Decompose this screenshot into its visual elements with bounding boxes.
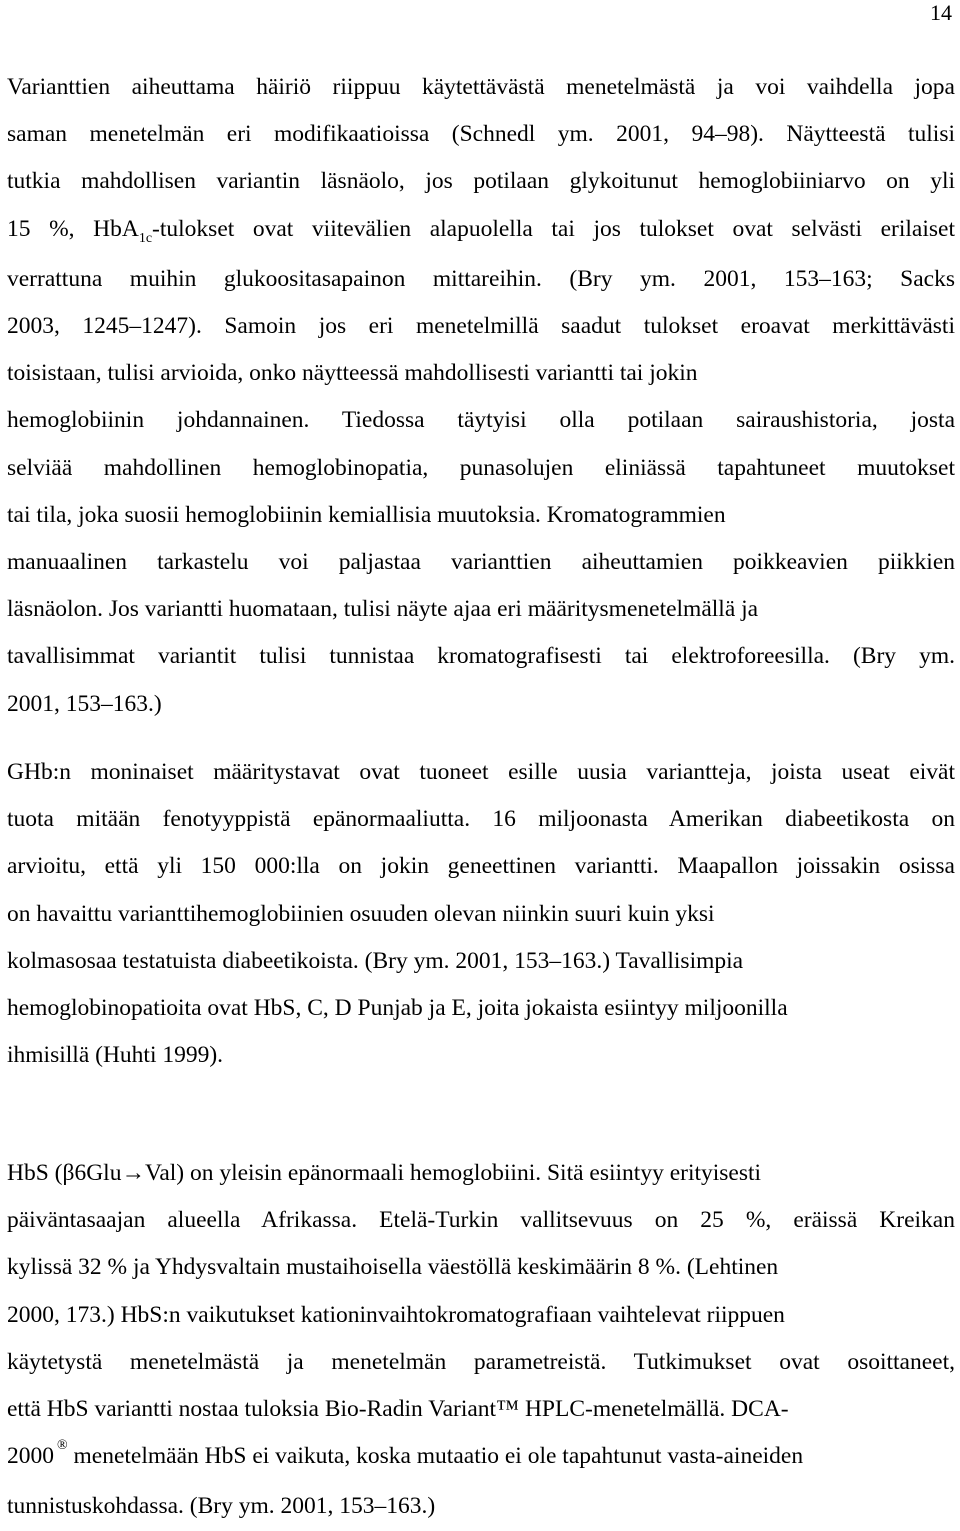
text-line: käytetystä menetelmästä ja menetelmän parametreistä. Tutkimukset ovat osoittaneet, <box>7 1348 955 1375</box>
text-line: päiväntasaajan alueella Afrikassa. Etelä-Turkin vallitsevuus on 25 %, eräissä Kreikan <box>7 1207 955 1234</box>
text-line: HbS (β6Glu→Val) on yleisin epänormaali hemoglobiini. Sitä esiintyy erityisesti <box>7 1160 762 1186</box>
text-line-dca2000 <box>7 1433 955 1483</box>
text-line: tuota mitään fenotyyppistä epänormaaliutta. 16 miljoonasta Amerikan diabeetikosta on <box>7 806 955 833</box>
text-line: 2001, 153–163.) <box>7 690 162 717</box>
text-line: kylissä 32 % ja Yhdysvaltain mustaihoisella väestöllä keskimäärin 8 %. (Lehtinen <box>7 1254 779 1281</box>
text-line: GHb:n moninaiset määritystavat ovat tuoneet esille uusia variantteja, joista useat eivät <box>7 759 955 785</box>
text-segment: 2000 <box>7 1443 54 1470</box>
text-line: 2003, 1245–1247). Samoin jos eri menetelmillä saadut tulokset eroavat merkittävästi <box>7 313 955 340</box>
text-line: verrattuna muihin glukoositasapainon mittareihin. (Bry ym. 2001, 153–163; Sacks <box>7 265 955 292</box>
text-line: tutkia mahdollisen variantin läsnäolo, jos potilaan glykoitunut hemoglobiiniarvo on yli <box>7 168 955 195</box>
text-line: hemoglobinopatioita ovat HbS, C, D Punjab ja E, joita jokaista esiintyy miljoonilla <box>7 995 788 1022</box>
registered-mark: ® <box>57 1438 68 1454</box>
text-line: manuaalinen tarkastelu voi paljastaa varianttien aiheuttamien poikkeavien piikkien <box>7 549 955 576</box>
text-line: kolmasosaa testatuista diabeetikoista. (Bry ym. 2001, 153–163.) Tavallisimpia <box>7 947 744 974</box>
text-segment: -tulokset ovat viitevälien alapuolella tai jos tulokset ovat selvästi erilaiset <box>152 215 955 242</box>
text-line: ihmisillä (Huhti 1999). <box>7 1042 224 1069</box>
text-line: tavallisimmat variantit tulisi tunnistaa kromatografisesti tai elektroforeesilla. (Bry ym. <box>7 643 955 670</box>
text-line: on havaittu varianttihemoglobiinien osuuden olevan niinkin suuri kuin yksi <box>7 900 715 927</box>
text-line: arvioitu, että yli 150 000:lla on jokin geneettinen variantti. Maapallon joissakin osissa <box>7 853 955 880</box>
paragraph-variant-interference <box>7 64 955 728</box>
text-line: läsnäolon. Jos variantti huomataan, tulisi näyte ajaa eri määritysmenetelmällä ja <box>7 596 759 623</box>
text-segment: menetelmään HbS ei vaikuta, koska mutaatio ei ole tapahtunut vasta-aineiden <box>67 1443 804 1470</box>
paragraph-hbs <box>7 1150 955 1531</box>
text-segment: 15 %, HbA <box>7 215 139 242</box>
subscript: 1c <box>138 230 153 246</box>
text-line: saman menetelmän eri modifikaatioissa (Schnedl ym. 2001, 94–98). Näytteestä tulisi <box>7 121 955 148</box>
text-line: että HbS variantti nostaa tuloksia Bio-Radin Variant™ HPLC-menetelmällä. DCA- <box>7 1396 789 1423</box>
text-line: 2000, 173.) HbS:n vaikutukset kationinvaihtokromatografiaan vaihtelevat riippuen <box>7 1301 785 1328</box>
text-line: hemoglobiinin johdannainen. Tiedossa täytyisi olla potilaan sairaushistoria, josta <box>7 407 955 434</box>
text-line: selviää mahdollinen hemoglobinopatia, punasolujen eliniässä tapahtuneet muutokset <box>7 454 955 481</box>
text-line: tunnistuskohdassa. (Bry ym. 2001, 153–163.) <box>7 1493 436 1520</box>
text-line: Varianttien aiheuttama häiriö riippuu käytettävästä menetelmästä ja voi vaihdella jopa <box>7 74 955 100</box>
text-line: tai tila, joka suosii hemoglobiinin kemiallisia muutoksia. Kromatogrammien <box>7 501 726 528</box>
paragraph-ghb-variants <box>7 749 955 1079</box>
text-line: toisistaan, tulisi arvioida, onko näytteessä mahdollisesti variantti tai jokin <box>7 360 698 387</box>
text-line-hba1c <box>7 206 955 256</box>
page-number: 14 <box>930 0 952 25</box>
